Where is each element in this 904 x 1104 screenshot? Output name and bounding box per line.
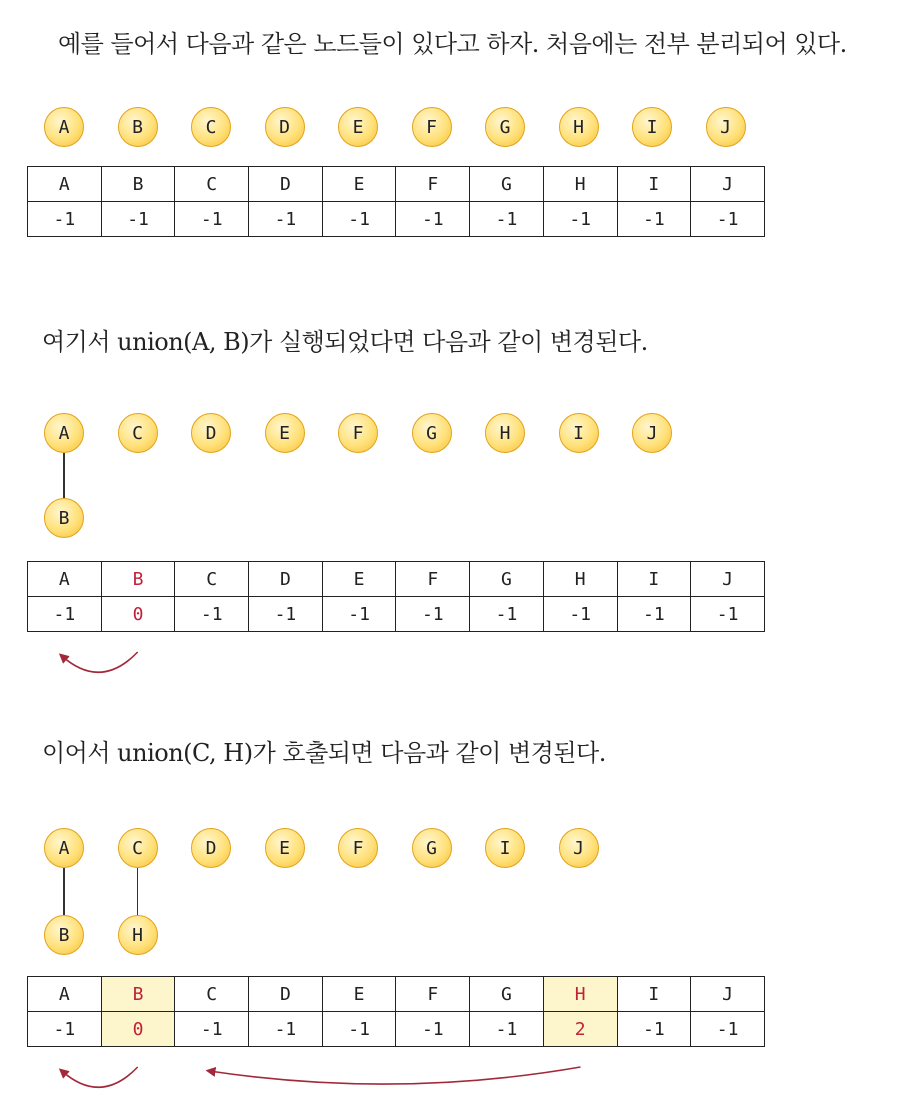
key-cell-g: G (470, 167, 544, 202)
value-cell-a: -1 (28, 1012, 102, 1047)
pointer-arrow-h-to-c (210, 1067, 581, 1084)
value-cell-h: 2 (543, 1012, 617, 1047)
value-cell-g: -1 (470, 1012, 544, 1047)
node-c: C (191, 107, 231, 147)
node-a: A (44, 107, 84, 147)
node-j: J (559, 828, 599, 868)
value-cell-f: -1 (396, 202, 470, 237)
node-g: G (412, 828, 452, 868)
value-cell-a: -1 (28, 202, 102, 237)
node-i: I (632, 107, 672, 147)
value-cell-j: -1 (691, 1012, 765, 1047)
key-row (28, 167, 765, 202)
pointer-arrow-b-to-a (62, 1067, 138, 1087)
key-cell-a: A (28, 977, 102, 1012)
key-cell-h: H (543, 562, 617, 597)
key-cell-e: E (322, 167, 396, 202)
value-cell-g: -1 (470, 202, 544, 237)
value-cell-b: 0 (101, 597, 175, 632)
node-g: G (485, 107, 525, 147)
edge-a-b (63, 453, 65, 498)
value-cell-e: -1 (322, 597, 396, 632)
edge-a-b (63, 868, 65, 915)
node-a: A (44, 828, 84, 868)
value-cell-d: -1 (249, 1012, 323, 1047)
section-2-array-table (27, 561, 765, 632)
key-cell-e: E (322, 977, 396, 1012)
node-g: G (412, 413, 452, 453)
value-cell-h: -1 (543, 597, 617, 632)
edge-c-h (137, 868, 139, 915)
key-cell-f: F (396, 977, 470, 1012)
key-cell-c: C (175, 562, 249, 597)
value-cell-b: -1 (101, 202, 175, 237)
key-cell-h: H (543, 167, 617, 202)
key-cell-b: B (101, 562, 175, 597)
key-row (28, 977, 765, 1012)
section-3-array-table (27, 976, 765, 1047)
node-b: B (44, 915, 84, 955)
node-e: E (265, 828, 305, 868)
node-h: H (559, 107, 599, 147)
key-cell-c: C (175, 167, 249, 202)
key-cell-d: D (249, 562, 323, 597)
value-cell-c: -1 (175, 1012, 249, 1047)
key-cell-a: A (28, 167, 102, 202)
value-row (28, 1012, 765, 1047)
value-cell-g: -1 (470, 597, 544, 632)
node-c: C (118, 413, 158, 453)
value-cell-f: -1 (396, 1012, 470, 1047)
node-i: I (559, 413, 599, 453)
key-cell-h: H (543, 977, 617, 1012)
node-c: C (118, 828, 158, 868)
key-cell-i: I (617, 977, 691, 1012)
node-b: B (118, 107, 158, 147)
value-cell-i: -1 (617, 1012, 691, 1047)
node-d: D (191, 828, 231, 868)
key-cell-a: A (28, 562, 102, 597)
value-cell-f: -1 (396, 597, 470, 632)
node-d: D (265, 107, 305, 147)
node-j: J (706, 107, 746, 147)
node-d: D (191, 413, 231, 453)
section-2-text: 여기서 union(A, B)가 실행되었다면 다음과 같이 변경된다. (42, 328, 648, 356)
section-1-array-table (27, 166, 765, 237)
value-cell-e: -1 (322, 1012, 396, 1047)
value-cell-a: -1 (28, 597, 102, 632)
section-1-text: 예를 들어서 다음과 같은 노드들이 있다고 하자. 처음에는 전부 분리되어 있다. (58, 30, 847, 58)
node-j: J (632, 413, 672, 453)
node-f: F (338, 828, 378, 868)
value-cell-b: 0 (101, 1012, 175, 1047)
key-cell-e: E (322, 562, 396, 597)
node-e: E (338, 107, 378, 147)
key-cell-j: J (691, 562, 765, 597)
value-cell-c: -1 (175, 202, 249, 237)
value-cell-d: -1 (249, 597, 323, 632)
key-cell-j: J (691, 977, 765, 1012)
node-a: A (44, 413, 84, 453)
value-cell-i: -1 (617, 202, 691, 237)
key-row (28, 562, 765, 597)
key-cell-d: D (249, 977, 323, 1012)
value-cell-j: -1 (691, 597, 765, 632)
section-3-text: 이어서 union(C, H)가 호출되면 다음과 같이 변경된다. (42, 739, 606, 767)
node-f: F (338, 413, 378, 453)
value-cell-c: -1 (175, 597, 249, 632)
key-cell-d: D (249, 167, 323, 202)
pointer-arrow-b-to-a (62, 652, 138, 672)
key-cell-g: G (470, 562, 544, 597)
value-cell-h: -1 (543, 202, 617, 237)
value-row (28, 597, 765, 632)
node-h: H (118, 915, 158, 955)
node-h: H (485, 413, 525, 453)
key-cell-i: I (617, 167, 691, 202)
value-cell-j: -1 (691, 202, 765, 237)
value-cell-i: -1 (617, 597, 691, 632)
key-cell-f: F (396, 562, 470, 597)
value-cell-d: -1 (249, 202, 323, 237)
key-cell-f: F (396, 167, 470, 202)
node-f: F (412, 107, 452, 147)
key-cell-i: I (617, 562, 691, 597)
key-cell-b: B (101, 977, 175, 1012)
value-row (28, 202, 765, 237)
node-i: I (485, 828, 525, 868)
value-cell-e: -1 (322, 202, 396, 237)
node-e: E (265, 413, 305, 453)
key-cell-g: G (470, 977, 544, 1012)
key-cell-c: C (175, 977, 249, 1012)
key-cell-j: J (691, 167, 765, 202)
node-b: B (44, 498, 84, 538)
key-cell-b: B (101, 167, 175, 202)
